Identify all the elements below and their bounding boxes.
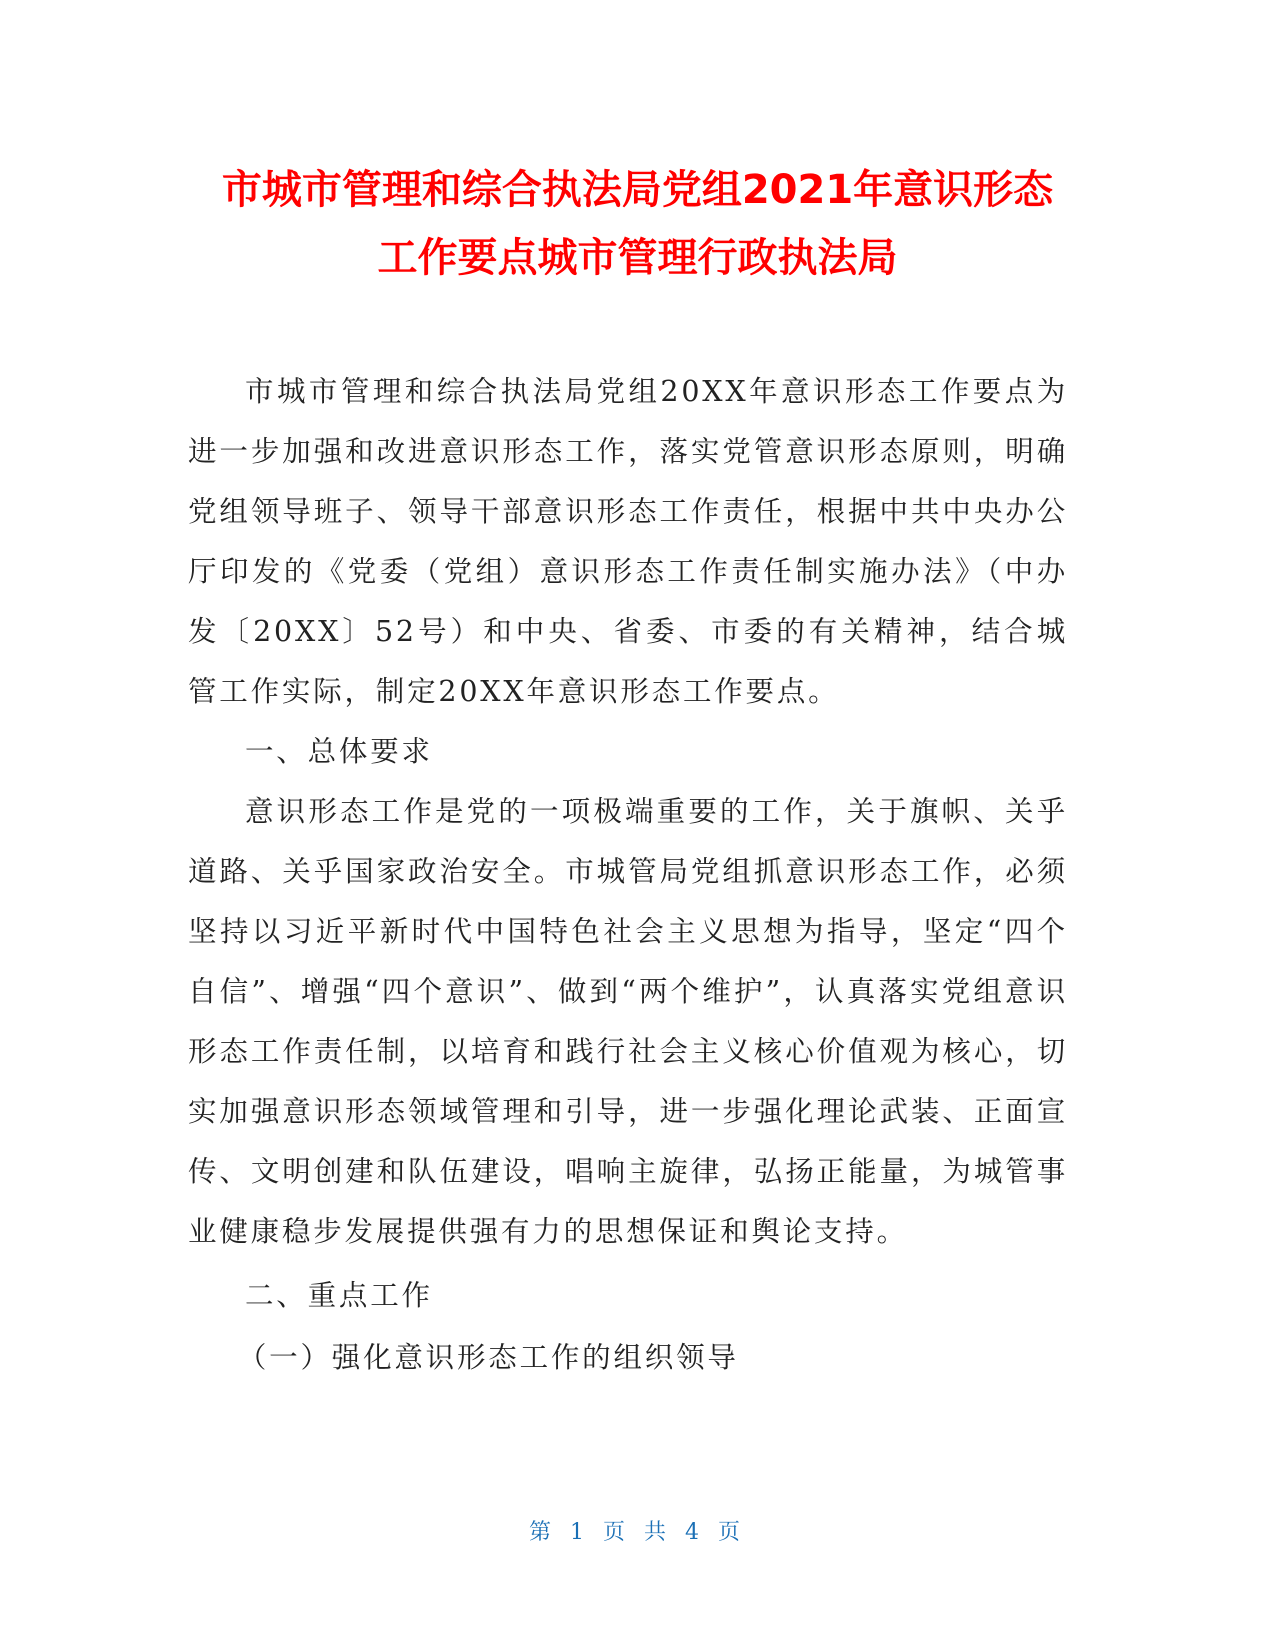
page-number-indicator: 第 1 页 共 4 页 [529,1520,746,1545]
section-heading-general-requirements: 一、总体要求 [245,735,433,768]
section-heading-key-work: 二、重点工作 [245,1279,433,1312]
document-body [188,362,1068,1388]
title-line-1: 市城市管理和综合执法局党组2021年意识形态 [221,167,1054,213]
document-title [150,156,1125,292]
subsection-heading-organization-leadership: （一）强化意识形态工作的组织领导 [237,1341,739,1374]
page-footer [0,1518,1275,1548]
general-requirements-paragraph: 意识形态工作是党的一项极端重要的工作，关于旗帜、关乎道路、关乎国家政治安全。市城管局党组抓意识形态工作，必须坚持以习近平新时代中国特色社会主义思想为指导，坚定“四个自信”、增强“四个意识”、做到“两个维护”，认真落实党组意识形态工作责任制，以培育和践行社会主义核心价值观为核心，切实加强意识形态领域管理和引导，进一步强化理论武装、正面宣传、文明创建和队伍建设，唱响主旋律，弘扬正能量，为城管事业健康稳步发展提供强有力的思想保证和舆论支持。 [188,795,1068,1248]
title-line-2: 工作要点城市管理行政执法局 [377,235,898,281]
intro-paragraph: 市城市管理和综合执法局党组20XX年意识形态工作要点为进一步加强和改进意识形态工作，落实党管意识形态原则，明确党组领导班子、领导干部意识形态工作责任，根据中共中央办公厅印发的《党委（党组）意识形态工作责任制实施办法》（中办发〔20XX〕52号）和中央、省委、市委的有关精神，结合城管工作实际，制定20XX年意识形态工作要点。 [188,375,1068,708]
